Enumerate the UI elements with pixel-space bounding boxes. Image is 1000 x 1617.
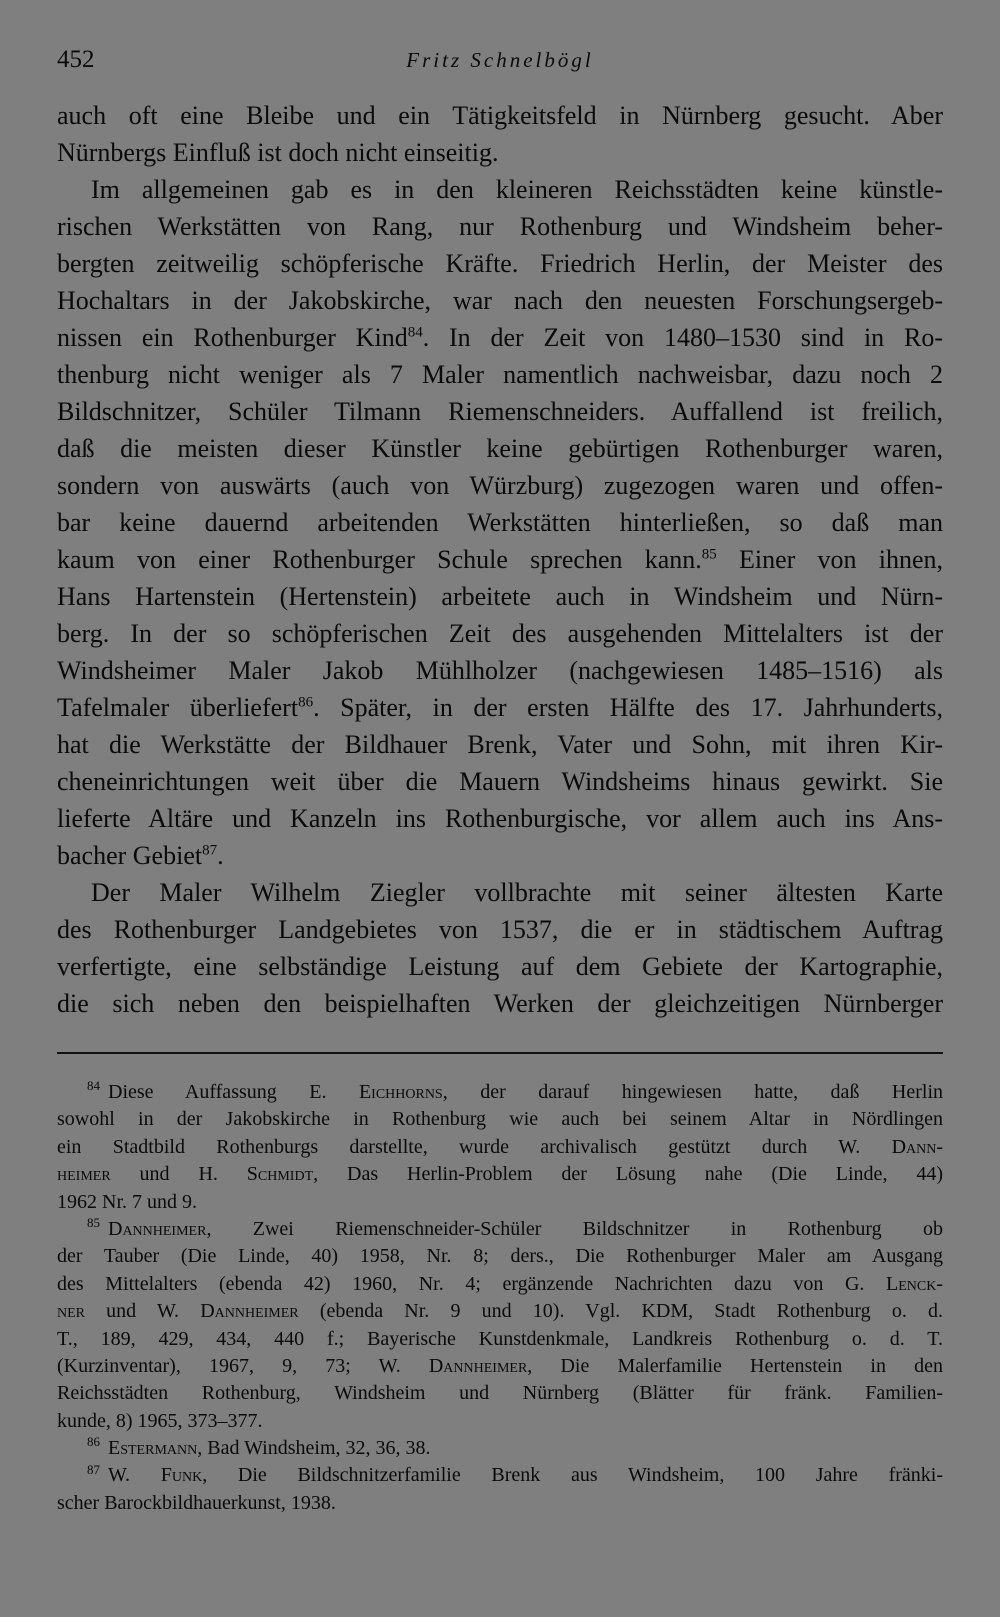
footnote-text: ein Stadtbild Rothenburgs darstellte, wurde archivalisch gestützt durch W. [57,1135,892,1158]
body-line: lieferte Altäre und Kanzeln ins Rothenburgische, vor allem auch ins Ans- [57,804,943,833]
body-line: thenburg nicht weniger als 7 Maler namentlich nachweisbar, dazu noch 2 [57,360,943,389]
body-line: berg. In der so schöpferischen Zeit des ausgehenden Mittelalters ist der [57,619,943,648]
body-line [57,837,943,874]
main-text [57,97,943,1022]
body-line: Im allgemeinen gab es in den kleineren Reichsstädten keine künstle- [91,175,943,204]
footnote-text: und H. [110,1163,247,1186]
author-name: Dann- [891,1135,943,1158]
body-line-text: bacher Gebiet [57,841,203,870]
author-name: Dannheimer [428,1354,528,1377]
body-line: hat die Werkstätte der Bildhauer Brenk, Vater und Sohn, mit ihren Kir- [57,730,943,759]
body-line: Hochaltars in der Jakobskirche, war nach den neuesten Forschungsergeb- [57,286,943,315]
author-name: Funk [160,1464,203,1487]
body-line-text: kaum von einer Rothenburger Schule sprechen kann. [57,545,702,574]
footnote-number: 85 [87,1215,100,1231]
body-line-text: . Später, in der ersten Hälfte des 17. Jahrhunderts, [313,693,944,722]
footnote-reference: 84 [407,324,423,341]
author-name: Eichhorns [358,1081,443,1103]
footnote-number: 84 [87,1078,100,1094]
body-line: die sich neben den beispielhaften Werken der gleichzeitigen Nürnberger [57,989,943,1018]
footnote-line [57,1161,943,1188]
body-line [57,319,943,356]
author-name: ner [57,1300,85,1323]
body-line-text: Tafelmaler überliefert [57,693,299,722]
footnote-number: 87 [87,1461,100,1477]
footnote-text: , Die Malerfamilie Hertenstein in den [527,1354,943,1377]
footnote-line: kunde, 8) 1965, 373–377. [57,1409,263,1432]
footnote-text: , Die Bildschnitzerfamilie Brenk aus Windsheim, 100 Jahre fränki- [202,1464,943,1487]
page-number: 452 [57,46,95,73]
body-line: auch oft eine Bleibe und ein Tätigkeitsfeld in Nürnberg gesucht. Aber [57,101,943,130]
running-title: Fritz Schnelbögl [406,48,594,72]
footnote-line: scher Barockbildhauerkunst, 1938. [57,1491,336,1514]
body-line: Hans Hartenstein (Hertenstein) arbeitete auch in Windsheim und Nürn- [57,582,943,611]
running-head [57,40,943,80]
footnote-line [57,1435,943,1462]
body-line: des Rothenburger Landgebietes von 1537, die er in städtischem Auftrag [57,915,943,944]
author-name: heimer [57,1163,111,1186]
body-line: sondern von auswärts (auch von Würzburg) zugezogen waren und offen- [57,471,943,500]
body-line: Nürnbergs Einfluß ist doch nicht einseitig. [57,138,499,167]
footnote-text: (ebenda Nr. 9 und 10). Vgl. KDM, Stadt Rothenburg o. d. [298,1300,943,1323]
footnote-text: und W. [85,1300,201,1323]
footnote-line [57,1298,943,1325]
footnote-line [57,1353,943,1380]
footnotes [57,1079,943,1517]
author-name: Dannheimer [108,1217,207,1240]
footnote-line [57,1271,943,1298]
footnote-line: der Tauber (Die Linde, 40) 1958, Nr. 8; ders., Die Rothenburger Maler am Ausgang [57,1245,943,1268]
footnote-line: T., 189, 429, 434, 440 f.; Bayerische Kunstdenkmale, Landkreis Rothenburg o. d. T. [57,1327,943,1350]
author-name: Lenck- [886,1272,943,1295]
footnote-line: Reichsstädten Rothenburg, Windsheim und Nürnberg (Blätter für fränk. Familien- [57,1382,943,1405]
body-line: Windsheimer Maler Jakob Mühlholzer (nachgewiesen 1485–1516) als [57,656,943,685]
footnote-line: 1962 Nr. 7 und 9. [57,1190,197,1213]
footnote-text: , Bad Windsheim, 32, 36, 38. [197,1437,431,1460]
footnote-reference: 86 [298,694,314,711]
footnote-line: sowohl in der Jakobskirche in Rothenburg wie auch bei seinem Altar in Nördlingen [57,1108,943,1131]
body-line: verfertigte, eine selbständige Leistung auf dem Gebiete der Kartographie, [57,952,943,981]
author-name: Schmidt [246,1163,314,1186]
footnote-text: , Zwei Riemenschneider-Schüler Bildschnitzer in Rothenburg ob [206,1217,943,1240]
footnote-line [57,1079,943,1106]
author-name: Estermann [108,1437,198,1460]
body-line: bar keine dauernd arbeitenden Werkstätten hinterließen, so daß man [57,508,943,537]
author-name: Dannheimer [200,1300,299,1323]
body-line: daß die meisten dieser Künstler keine gebürtigen Rothenburger waren, [57,434,943,463]
body-line [57,541,943,578]
body-line: cheneinrichtungen weit über die Mauern Windsheims hinaus gewirkt. Sie [57,767,943,796]
footnote-line [57,1462,943,1489]
footnote-line [57,1134,943,1161]
body-line [57,689,943,726]
body-line: Der Maler Wilhelm Ziegler vollbrachte mit seiner ältesten Karte [91,878,943,907]
footnote-text: , der darauf hingewiesen hatte, daß Herlin [442,1081,944,1103]
footnote-reference: 87 [202,842,218,859]
body-line: Bildschnitzer, Schüler Tilmann Riemenschneiders. Auffallend ist freilich, [57,397,943,426]
body-line: bergten zeitweilig schöpferische Kräfte. Friedrich Herlin, der Meister des [57,249,943,278]
footnote-separator [57,1052,943,1054]
footnote-text: des Mittelalters (ebenda 42) 1960, Nr. 4; ergänzende Nachrichten dazu von G. [57,1272,886,1295]
body-line-text: Einer von ihnen, [716,545,943,574]
footnote-line [57,1216,943,1243]
body-line-text: . In der Zeit von 1480–1530 sind in Ro- [422,323,943,352]
footnote-text: (Kurzinventar), 1967, 9, 73; W. [57,1354,429,1377]
body-line: rischen Werkstätten von Rang, nur Rothenburg und Windsheim beher- [57,212,943,241]
footnote-text: , Das Herlin-Problem der Lösung nahe (Die Linde, 44) [313,1163,943,1186]
body-line-text: . [217,841,224,870]
footnote-reference: 85 [701,546,717,563]
footnote-number: 86 [87,1434,100,1450]
body-line-text: nissen ein Rothenburger Kind [57,323,408,352]
footnote-text: Diese Auffassung E. [108,1081,359,1103]
footnote-text: W. [108,1464,161,1487]
